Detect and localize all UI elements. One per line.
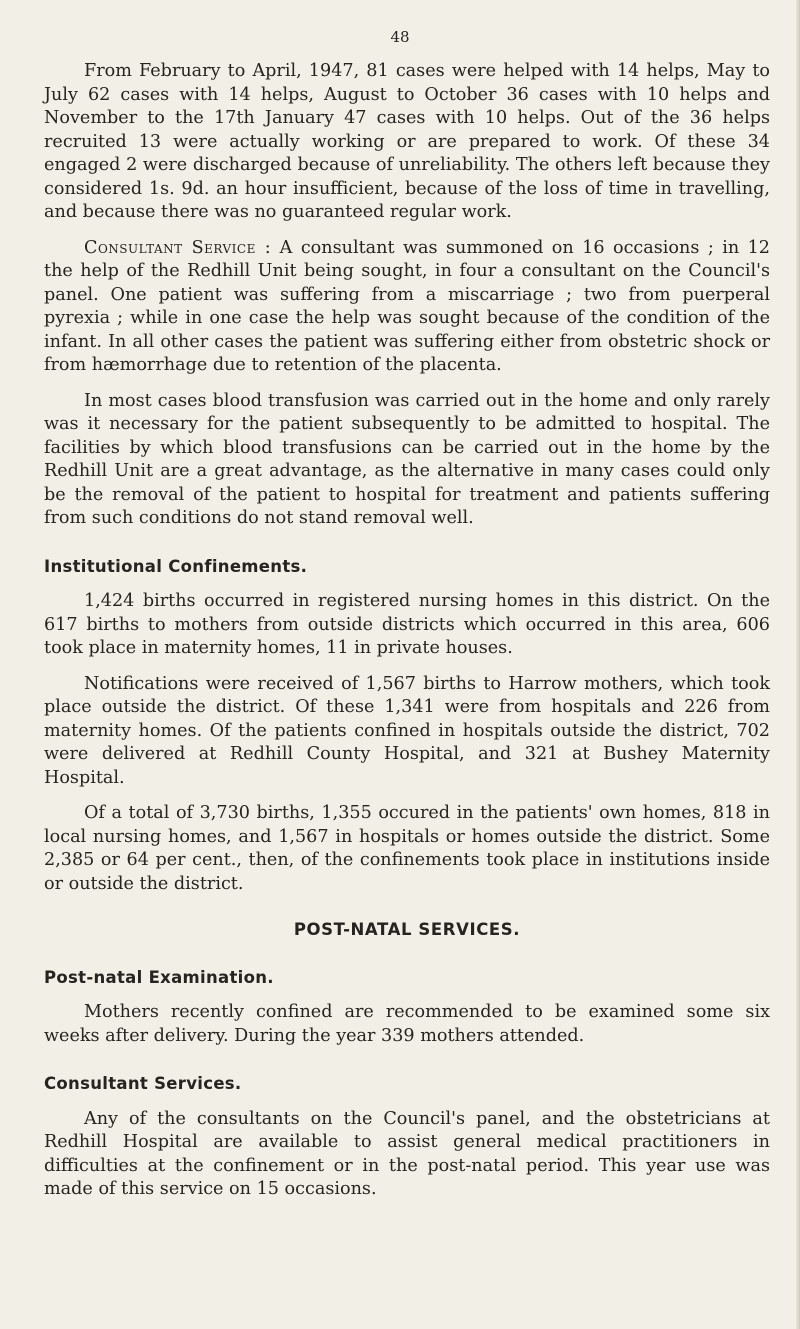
consultant-service-lead: Consultant Service : (84, 237, 272, 258)
paragraph-institutional-2: Notifications were received of 1,567 births to Harrow mothers, which took place outside the district. Of these 1,341 were from hospitals and 226 from maternity homes. Of the patients confined in hospitals outside the district, 702 were delivered at Redhill County Hospital, and 321 at Bushey Maternity Hospital. (44, 673, 770, 788)
heading-post-natal-examination: Post-natal Examination. (44, 967, 274, 987)
paragraph-post-natal-examination: Mothers recently confined are recommended to be examined some six weeks after delivery. During the year 339 mothers attended. (44, 1002, 770, 1046)
heading-post-natal-services: POST-NATAL SERVICES. (293, 920, 521, 939)
paragraph-institutional-3: Of a total of 3,730 births, 1,355 occured in the patients' own homes, 818 in local nursing homes, and 1,567 in hospitals or homes outside the district. Some 2,385 or 64 per cent., then, of the confinements took place in institutions inside or outside the district. (44, 803, 770, 894)
page-edge-shadow (796, 0, 800, 1329)
consultant-service-body: A consultant was summoned on 16 occasions ; in 12 the help of the Redhill Unit being sought, in four a consultant on the Council's panel. One patient was suffering from a miscarriage ; two from puerperal pyrexia ; while in one case the help was sought because of the condition of the infant. In all other cases the patient was suffering either from obstetric shock or from hæmorrhage due to retention of the placenta. (44, 237, 770, 375)
page-number: 48 (390, 28, 410, 46)
page-body (44, 60, 770, 1214)
paragraph-helps: From February to April, 1947, 81 cases were helped with 14 helps, May to July 62 cases with 14 helps, August to October 36 cases with 10 helps and November to the 17th January 47 cases with 10 helps. Out of the 36 helps recruited 13 were actually working or are prepared to work. Of these 34 engaged 2 were discharged because of unreliability. The others left because they considered 1s. 9d. an hour insufficient, because of the loss of time in travelling, and because there was no guaranteed regular work. (44, 61, 770, 222)
paragraph-institutional-1: 1,424 births occurred in registered nursing homes in this district. On the 617 births to mothers from outside districts which occurred in this area, 606 took place in maternity homes, 11 in private houses. (44, 591, 770, 658)
paragraph-consultant-services: Any of the consultants on the Council's panel, and the obstetricians at Redhill Hospital are available to assist general medical practitioners in difficulties at the confinement or in the post-natal period. This year use was made of this service on 15 occasions. (44, 1108, 770, 1199)
heading-consultant-services: Consultant Services. (44, 1074, 242, 1093)
paragraph-transfusion: In most cases blood transfusion was carried out in the home and only rarely was it necessary for the patient subsequently to be admitted to hospital. The facilities by which blood transfusions can be carried out in the home by the Redhill Unit are a great advantage, as the alternative in many cases could only be the removal of the patient to hospital for treatment and patients suffering from such conditions do not stand removal well. (44, 390, 770, 528)
heading-institutional-confinements: Institutional Confinements. (44, 556, 308, 576)
paragraph-consultant-service (44, 237, 770, 378)
